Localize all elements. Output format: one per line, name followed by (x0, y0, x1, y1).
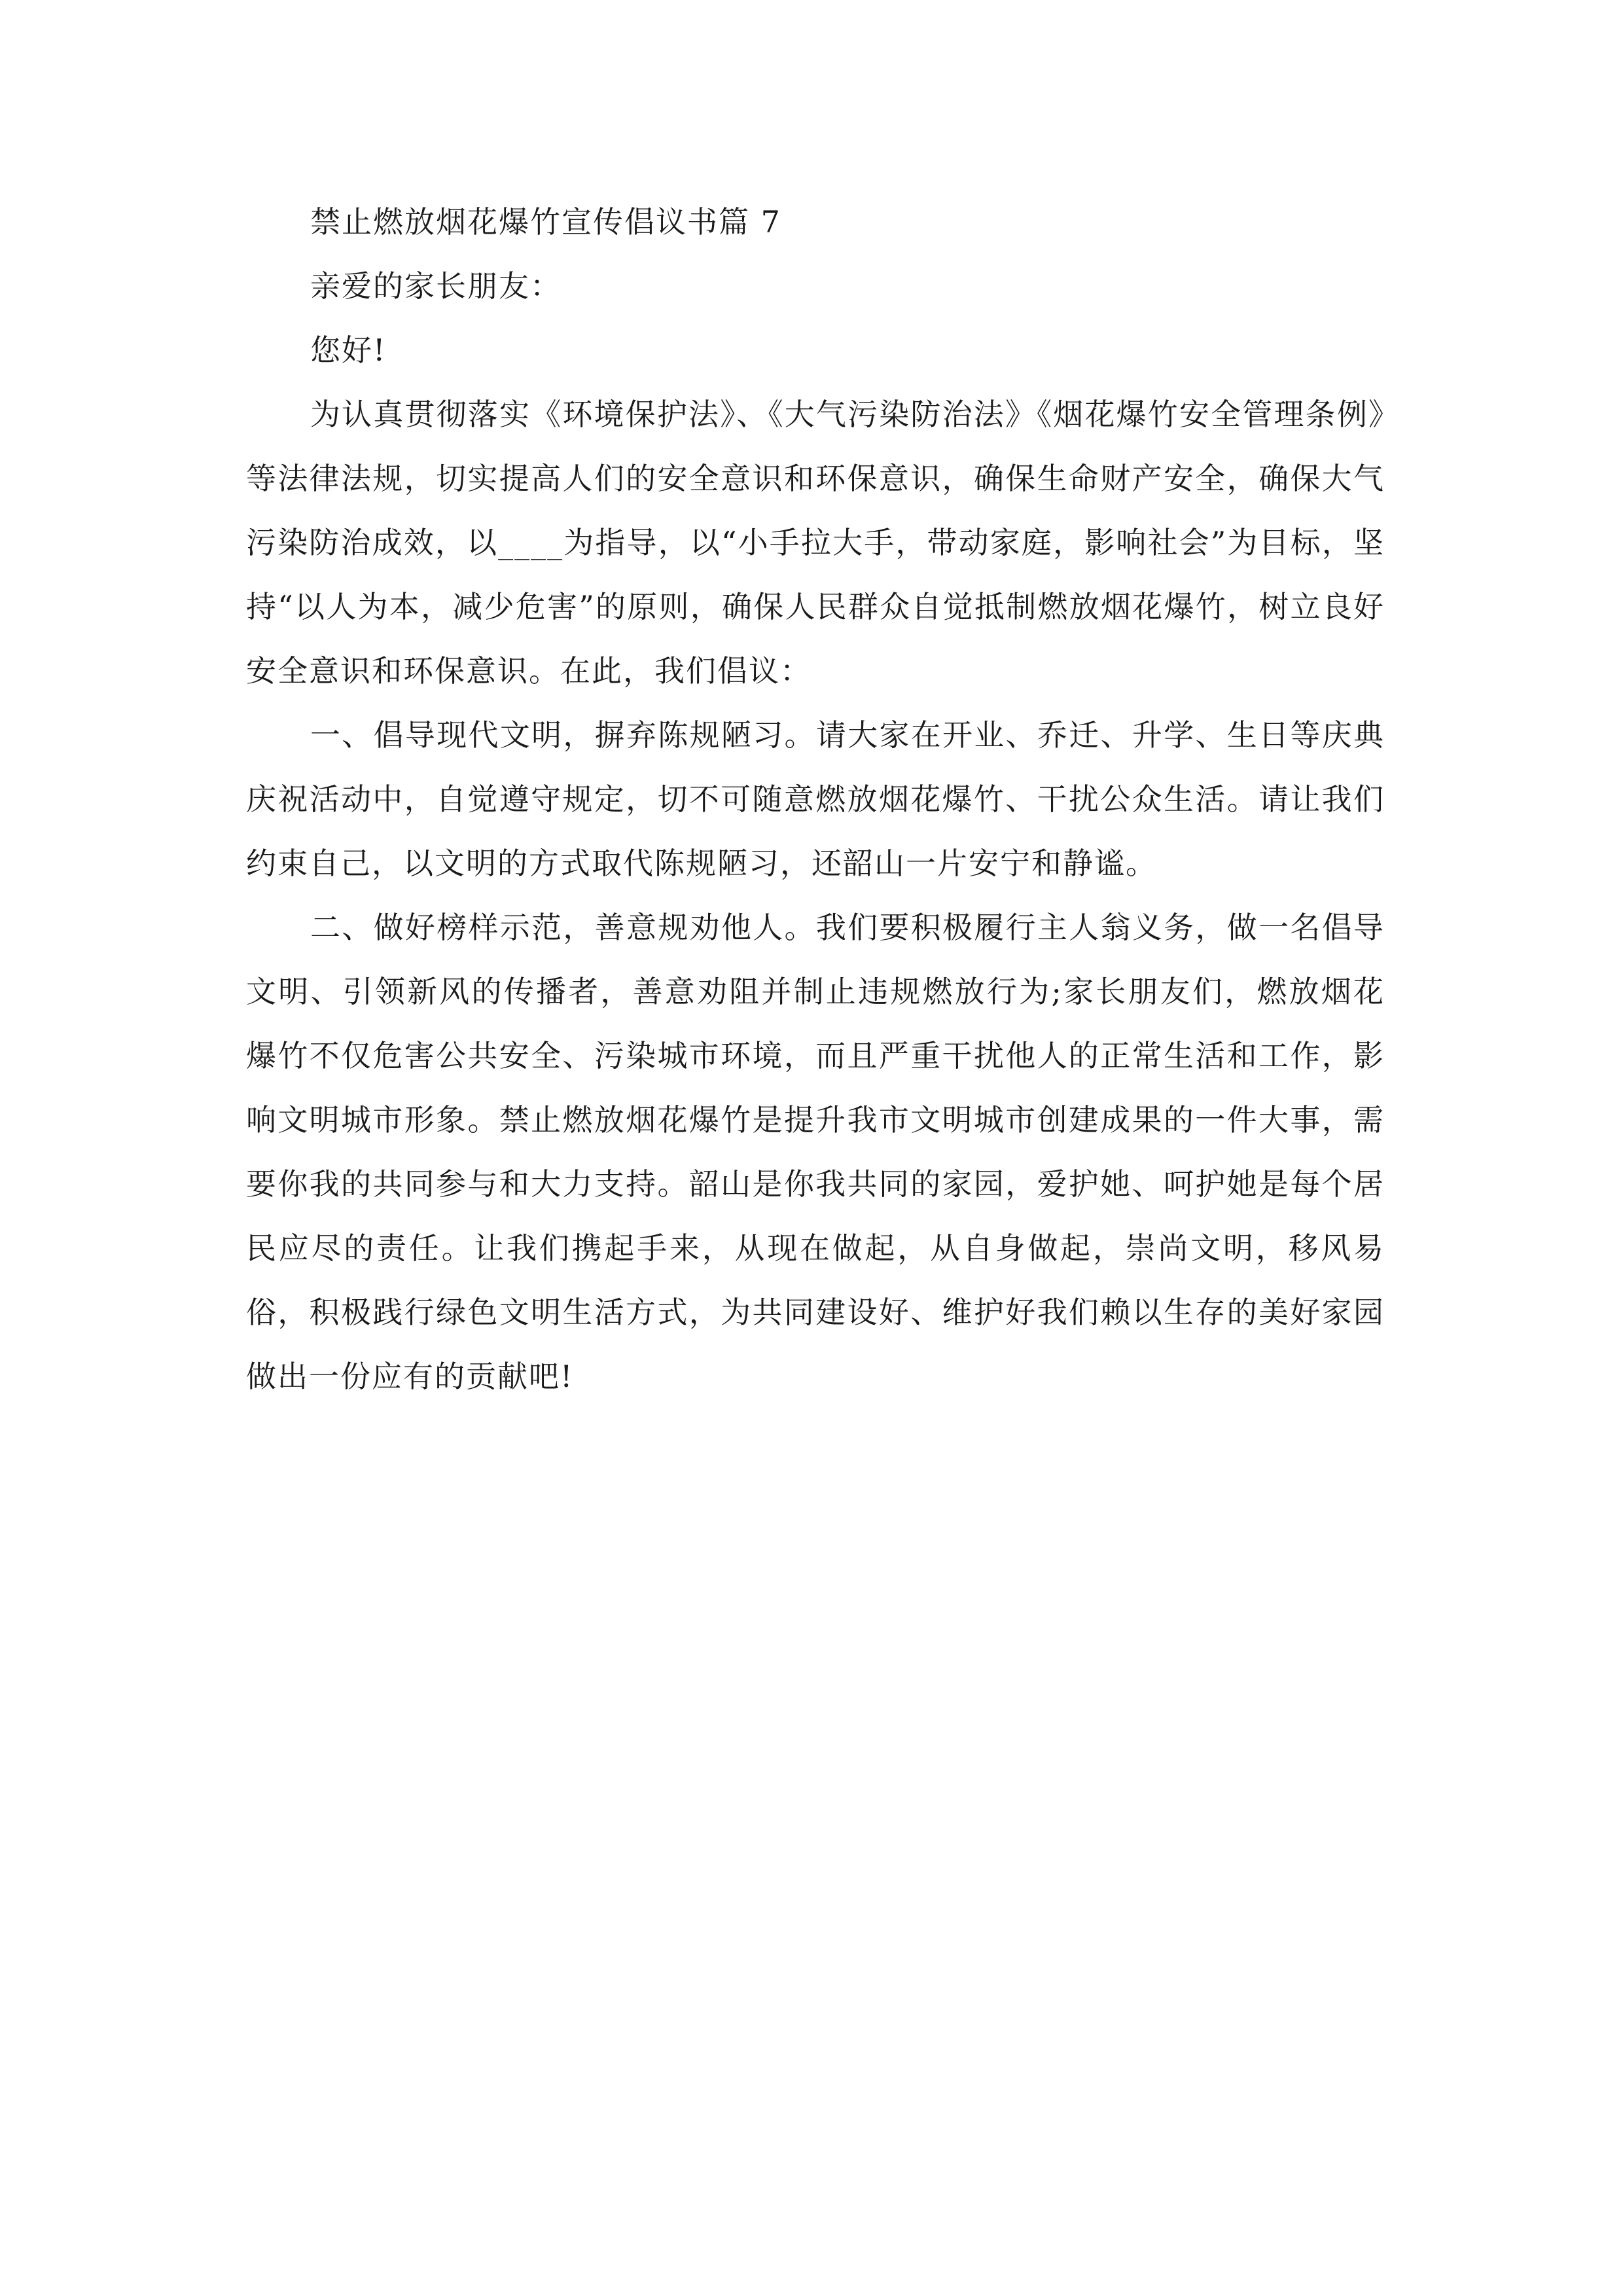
salutation: 亲爱的家长朋友： (310, 268, 562, 304)
paragraph-intro: 为认真贯彻落实《环境保护法》、《大气污染防治法》《烟花爆竹安全管理条例》等法律法规，切实提高人们的安全意识和环保意识，确保生命财产安全，确保大气污染防治成效，以____为指导，以“小手拉大手，带动家庭，影响社会”为目标，坚持“以人为本，减少危害”的原则，确保人民群众自觉抵制燃放烟花爆竹，树立良好安全意识和环保意识。在此，我们倡议： (246, 397, 1385, 689)
greeting: 您好! (310, 332, 387, 368)
document-title: 禁止燃放烟花爆竹宣传倡议书篇 7 (310, 204, 781, 240)
paragraph-proposal-1: 一、倡导现代文明，摒弃陈规陋习。请大家在开业、乔迁、升学、生日等庆典庆祝活动中，自觉遵守规定，切不可随意燃放烟花爆竹、干扰公众生活。请让我们约束自己，以文明的方式取代陈规陋习，还韶山一片安宁和静谧。 (246, 717, 1385, 881)
document-body (246, 190, 1385, 1408)
paragraph-proposal-2: 二、做好榜样示范，善意规劝他人。我们要积极履行主人翁义务，做一名倡导文明、引领新风的传播者，善意劝阻并制止违规燃放行为;家长朋友们，燃放烟花爆竹不仅危害公共安全、污染城市环境，而且严重干扰他人的正常生活和工作，影响文明城市形象。禁止燃放烟花爆竹是提升我市文明城市创建成果的一件大事，需要你我的共同参与和大力支持。韶山是你我共同的家园，爱护她、呵护她是每个居民应尽的责任。让我们携起手来，从现在做起，从自身做起，崇尚文明，移风易俗，积极践行绿色文明生活方式，为共同建设好、维护好我们赖以生存的美好家园做出一份应有的贡献吧! (246, 910, 1385, 1394)
